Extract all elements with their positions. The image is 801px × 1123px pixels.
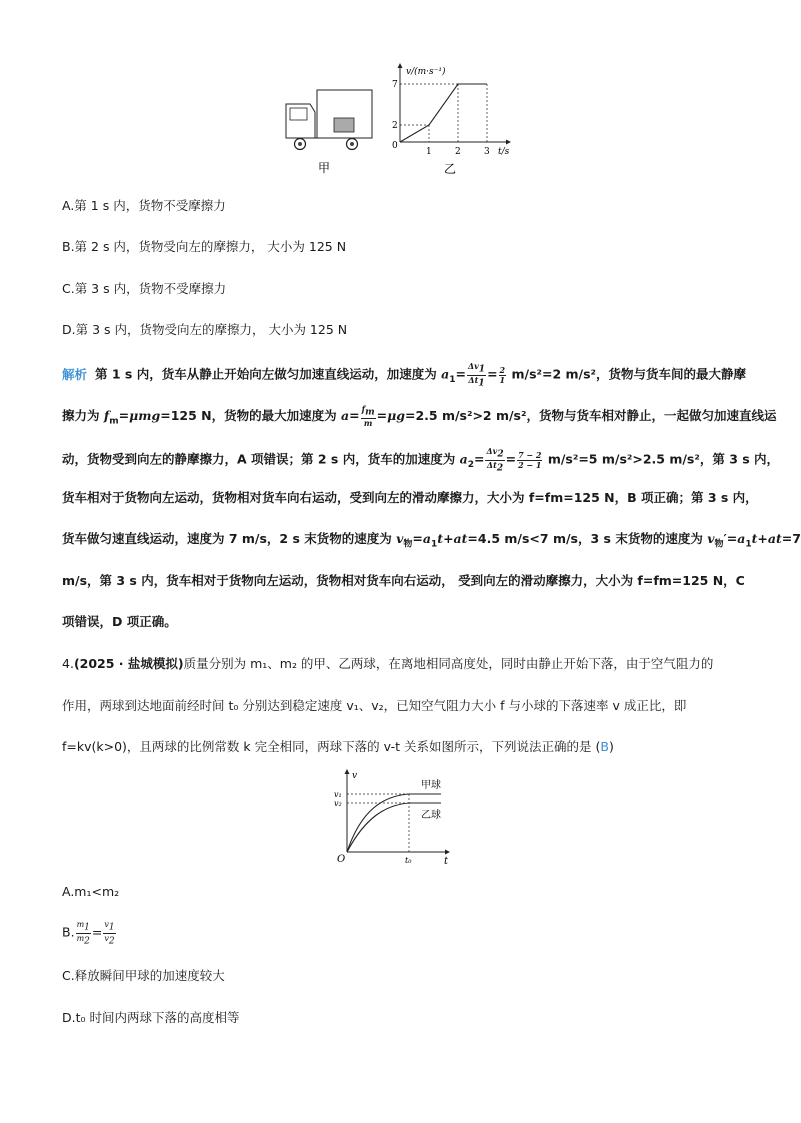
fig2-t0-label: t₀ bbox=[405, 856, 412, 865]
analysis-tag: 解析 bbox=[62, 366, 88, 382]
fig1-y-tick-2: 2 bbox=[392, 121, 398, 131]
analysis-line-6: m/s，第 3 s 内，货车相对于货物向左运动，货物相对货车向右运动， 受到向左的滑动摩擦力，大小为 f=fm=125 N，C bbox=[62, 573, 745, 588]
question-4-line-2: 作用，两球到达地面前经时间 t₀ 分别达到稳定速度 v₁、v₂，已知空气阻力大小 f 与小球的下落速率 v 成正比，即 bbox=[62, 698, 687, 713]
analysis-line-1: 解析 第 1 s 内，货车从静止开始向左做匀加速直线运动，加速度为 $a_1=$ $\frac{\Delta v_1}{\Delta t_1}$ = $\frac{2}{1}$ m/s²=2 m/s²，货物与货车间的最大静摩 bbox=[62, 361, 747, 389]
analysis-line-4: 货车相对于货物向左运动，货物相对货车向右运动，受到向左的滑动摩擦力，大小为 f=fm=125 N，B 项正确；第 3 s 内， bbox=[62, 490, 758, 505]
fig2-origin-label: O bbox=[337, 854, 346, 865]
fig1-y-axis-label: v/(m·s⁻¹) bbox=[406, 67, 446, 77]
q4-option-b[interactable]: B. $\frac{m_1}{m_2}$ = $\frac{v_1}{v_2}$ bbox=[62, 920, 115, 947]
question-number: 4. bbox=[62, 656, 74, 671]
vt-graph-2 bbox=[325, 766, 465, 866]
question-source: (2025 · 盐城模拟) bbox=[73, 656, 184, 671]
answer-letter: B bbox=[600, 739, 609, 754]
fig1-caption-left: 甲 bbox=[317, 161, 331, 175]
option-d[interactable]: D.第 3 s 内，货物受向左的摩擦力， 大小为 125 N bbox=[62, 322, 348, 337]
truck-figure bbox=[282, 84, 382, 176]
option-a[interactable]: A.第 1 s 内，货物不受摩擦力 bbox=[62, 198, 226, 213]
option-b[interactable]: B.第 2 s 内，货物受向左的摩擦力， 大小为 125 N bbox=[62, 239, 347, 254]
fig2-x-axis-label: t bbox=[444, 856, 449, 867]
analysis-line-3: 动，货物受到向左的静摩擦力，A 项错误；第 2 s 内，货车的加速度为 $a_2=$ $\frac{\Delta v_2}{\Delta t_2}$ = $\frac{7 - 2}{2 - 1}$ m/s²=5 m/s²>2.5 m/s²，第 3 s 内， bbox=[62, 446, 780, 474]
question-4-line-1: 4.(2025 · 盐城模拟)质量分别为 m₁、m₂ 的甲、乙两球，在离地相同高度处，同时由静止开始下落，由于空气阻力的 bbox=[62, 656, 714, 671]
fig1-y-tick-0: 0 bbox=[392, 141, 398, 151]
q4-option-a[interactable]: A.m₁<m₂ bbox=[62, 884, 120, 899]
fig1-x-axis-label: t/s bbox=[498, 147, 510, 157]
fig1-caption-right: 乙 bbox=[443, 162, 457, 176]
q4-option-d[interactable]: D.t₀ 时间内两球下落的高度相等 bbox=[62, 1010, 240, 1025]
fig1-x-tick-3: 3 bbox=[484, 147, 490, 157]
q4-option-c[interactable]: C.释放瞬间甲球的加速度较大 bbox=[62, 968, 225, 983]
analysis-line-5: 货车做匀速直线运动，速度为 7 m/s，2 s 末货物的速度为 $v_物=a_1t+at=4.5$ m/s<7 m/s，3 s 末货物的速度为 $v_物'=a_1t+at=7$ bbox=[62, 531, 801, 550]
vt-graph-1 bbox=[388, 62, 518, 178]
analysis-line-7: 项错误，D 项正确。 bbox=[62, 614, 177, 629]
fig1-x-tick-2: 2 bbox=[455, 147, 461, 157]
fig1-y-tick-7: 7 bbox=[392, 80, 398, 90]
analysis-line-2: 擦力为 $f_m=\mu mg=125$ N，货物的最大加速度为 a= $\frac{f_m}{m}$ =μg=2.5 m/s²>2 m/s²，货物与货车相对静止，一起做匀加速直线运 bbox=[62, 404, 777, 428]
option-c[interactable]: C.第 3 s 内，货物不受摩擦力 bbox=[62, 281, 227, 296]
fig2-y-axis-label: v bbox=[352, 771, 358, 781]
fig1-x-tick-1: 1 bbox=[426, 147, 432, 157]
fig2-v2-label: v₂ bbox=[334, 799, 342, 808]
fig2-curve2-label: 乙球 bbox=[421, 810, 441, 821]
question-4-line-3: f=kv(k>0)，且两球的比例常数 k 完全相同，两球下落的 v-t 关系如图所示，下列说法正确的是 (B) bbox=[62, 739, 614, 754]
fig2-v1-label: v₁ bbox=[334, 790, 342, 799]
fig2-curve1-label: 甲球 bbox=[421, 780, 441, 791]
